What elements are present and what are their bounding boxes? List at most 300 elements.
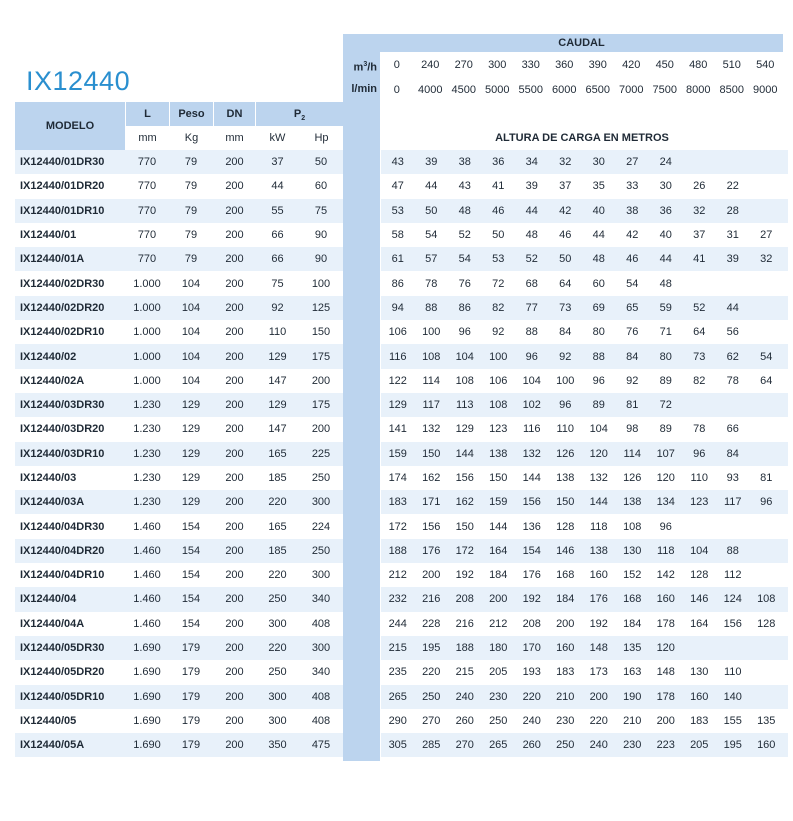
head-value-cell: 52	[525, 253, 538, 266]
table-row	[15, 466, 788, 490]
head-values	[381, 593, 788, 605]
head-values	[381, 399, 788, 411]
model-cell: IX12440/04A	[20, 617, 85, 630]
dn-cell: 200	[225, 229, 244, 242]
head-value-cell: 41	[492, 180, 505, 193]
table-row	[15, 271, 788, 295]
weight-cell: 79	[184, 180, 198, 193]
head-value-cell: 44	[525, 204, 538, 217]
head-value-cell: 96	[659, 520, 672, 533]
head-value-cell: 250	[489, 714, 508, 727]
head-value-cell: 80	[659, 350, 672, 363]
hp-cell: 60	[314, 180, 328, 193]
dn-cell: 200	[225, 617, 244, 630]
weight-cell: 104	[181, 326, 201, 339]
head-value-cell: 30	[659, 180, 672, 193]
table-row	[15, 587, 788, 611]
head-value-cell: 168	[556, 569, 575, 582]
length-cell: 1.000	[133, 277, 161, 290]
kw-cell: 37	[271, 156, 284, 169]
hp-cell: 250	[311, 544, 331, 557]
kw-cell: 66	[271, 253, 284, 266]
head-value-cell: 123	[690, 496, 709, 509]
flow-value: 480	[689, 58, 708, 71]
header-L: L	[126, 102, 169, 126]
head-value-cell: 156	[422, 520, 441, 533]
head-value-cell: 116	[388, 350, 407, 363]
head-values	[381, 496, 788, 508]
head-value-cell: 62	[726, 350, 739, 363]
kw-cell: 44	[271, 180, 284, 193]
head-values	[381, 642, 788, 654]
head-value-cell: 142	[656, 569, 675, 582]
flow-unit-lmin: l/min	[343, 78, 380, 101]
head-value-cell: 230	[489, 690, 508, 703]
head-value-cell: 96	[559, 399, 572, 412]
table-row	[15, 199, 788, 223]
head-value-cell: 48	[458, 204, 471, 217]
head-value-cell: 32	[693, 204, 706, 217]
model-cell: IX12440/02DR20	[20, 301, 105, 314]
model-cell: IX12440/03A	[20, 496, 85, 509]
kw-cell: 75	[271, 277, 284, 290]
head-value-cell: 132	[422, 423, 441, 436]
table-row	[15, 539, 788, 563]
head-value-cell: 102	[522, 399, 541, 412]
head-value-cell: 216	[422, 593, 441, 606]
head-value-cell: 39	[726, 253, 739, 266]
head-value-cell: 184	[556, 593, 575, 606]
flow-value: 330	[521, 58, 540, 71]
flow-value: 0	[393, 58, 400, 71]
head-value-cell: 50	[425, 204, 438, 217]
head-value-cell: 130	[623, 544, 642, 557]
length-cell: 770	[137, 253, 157, 266]
head-value-cell: 240	[455, 690, 474, 703]
head-value-cell: 39	[525, 180, 538, 193]
head-value-cell: 22	[726, 180, 739, 193]
head-value-cell: 144	[489, 520, 508, 533]
unit-hp: Hp	[300, 127, 343, 150]
head-value-cell: 215	[388, 642, 407, 655]
head-value-cell: 44	[726, 301, 739, 314]
head-value-cell: 156	[522, 496, 541, 509]
head-value-cell	[750, 399, 784, 411]
head-value-cell: 88	[726, 544, 739, 557]
head-value-cell: 250	[556, 739, 575, 752]
table-row	[15, 417, 788, 441]
kw-cell: 300	[268, 690, 287, 703]
head-value-cell: 42	[626, 229, 639, 242]
head-value-cell: 265	[489, 739, 508, 752]
model-cell: IX12440/01A	[20, 253, 85, 266]
head-value-cell: 193	[522, 666, 541, 679]
hp-cell: 408	[311, 714, 331, 727]
head-values	[381, 205, 788, 217]
hp-cell: 50	[314, 156, 328, 169]
dn-cell: 200	[225, 423, 244, 436]
dn-cell: 200	[225, 301, 244, 314]
head-value-cell: 73	[693, 350, 706, 363]
head-value-cell: 146	[690, 593, 709, 606]
head-value-cell: 135	[623, 642, 642, 655]
head-value-cell: 50	[559, 253, 572, 266]
head-value-cell	[750, 180, 784, 192]
head-value-cell: 144	[455, 447, 474, 460]
head-value-cell: 108	[757, 593, 776, 606]
head-value-cell: 208	[455, 593, 474, 606]
head-value-cell: 43	[458, 180, 471, 193]
head-value-cell: 232	[388, 593, 407, 606]
head-value-cell	[750, 302, 784, 314]
head-value-cell: 52	[458, 229, 471, 242]
kw-cell: 250	[268, 593, 287, 606]
dn-cell: 200	[225, 642, 244, 655]
head-value-cell: 73	[559, 301, 572, 314]
dn-cell: 200	[225, 690, 244, 703]
head-value-cell: 64	[760, 374, 773, 387]
head-value-cell: 108	[422, 350, 441, 363]
hp-cell: 175	[311, 350, 331, 363]
head-value-cell: 57	[425, 253, 438, 266]
head-value-cell: 170	[522, 642, 541, 655]
length-cell: 1.000	[133, 301, 161, 314]
head-values	[381, 180, 788, 192]
head-value-cell: 81	[760, 472, 773, 484]
length-cell: 770	[137, 156, 157, 169]
head-value-cell: 152	[623, 569, 642, 582]
head-value-cell: 178	[656, 617, 675, 630]
head-value-cell: 200	[589, 690, 608, 703]
head-value-cell: 41	[693, 253, 706, 266]
header-p2-sub: 2	[301, 115, 306, 123]
head-value-cell: 285	[422, 739, 441, 752]
head-value-cell: 220	[522, 690, 541, 703]
head-values	[381, 302, 788, 314]
table-row	[15, 636, 788, 660]
flow-value: 5500	[518, 83, 543, 96]
head-value-cell: 140	[723, 690, 742, 703]
head-value-cell: 162	[422, 472, 441, 484]
head-value-cell: 305	[388, 739, 407, 752]
kw-cell: 147	[268, 423, 287, 436]
head-value-cell	[750, 545, 784, 557]
head-value-cell: 84	[559, 326, 572, 339]
hp-cell: 408	[311, 617, 331, 630]
head-value-cell: 160	[656, 593, 675, 606]
head-value-cell: 130	[690, 666, 709, 679]
length-cell: 1.000	[133, 326, 161, 339]
head-value-cell: 27	[760, 229, 773, 242]
weight-cell: 154	[181, 617, 201, 630]
length-cell: 1.690	[133, 642, 161, 655]
head-value-cell	[683, 399, 717, 411]
head-value-cell: 36	[492, 156, 505, 169]
head-value-cell: 114	[623, 447, 642, 460]
length-cell: 1.690	[133, 690, 161, 703]
weight-cell: 179	[181, 642, 201, 655]
head-value-cell	[750, 691, 784, 703]
head-value-cell: 205	[690, 739, 709, 752]
head-value-cell: 172	[455, 544, 474, 557]
table-row	[15, 320, 788, 344]
head-value-cell: 32	[559, 156, 572, 169]
hp-cell: 408	[311, 690, 331, 703]
weight-cell: 129	[181, 423, 201, 436]
kw-cell: 147	[268, 374, 287, 387]
head-value-cell: 36	[659, 204, 672, 217]
head-value-cell: 35	[592, 180, 605, 193]
dn-cell: 200	[225, 520, 244, 533]
head-value-cell: 46	[492, 204, 505, 217]
head-value-cell: 159	[388, 447, 407, 460]
model-cell: IX12440/01DR10	[20, 204, 105, 217]
hp-cell: 300	[311, 496, 331, 509]
head-value-cell: 270	[455, 739, 474, 752]
head-value-cell: 240	[589, 739, 608, 752]
weight-cell: 79	[184, 229, 198, 242]
head-value-cell: 200	[556, 617, 575, 630]
hp-cell: 475	[311, 739, 331, 752]
dn-cell: 200	[225, 714, 244, 727]
head-value-cell: 160	[589, 569, 608, 582]
head-value-cell: 138	[556, 472, 575, 484]
head-values	[381, 326, 788, 338]
head-value-cell	[750, 666, 784, 678]
table-row	[15, 490, 788, 514]
header-dn: DN	[214, 102, 255, 126]
head-value-cell: 129	[455, 423, 474, 436]
head-value-cell: 100	[556, 374, 575, 387]
head-values	[381, 666, 788, 678]
table-row	[15, 344, 788, 368]
head-value-cell	[716, 521, 750, 533]
head-values	[381, 423, 788, 435]
weight-cell: 179	[181, 739, 201, 752]
hp-cell: 250	[311, 472, 331, 484]
head-value-cell: 100	[489, 350, 508, 363]
head-value-cell: 112	[723, 569, 742, 582]
table-row	[15, 733, 788, 757]
length-cell: 1.690	[133, 666, 161, 679]
table-row	[15, 223, 788, 247]
head-values	[381, 569, 788, 581]
dn-cell: 200	[225, 666, 244, 679]
head-value-cell: 47	[391, 180, 404, 193]
hp-cell: 200	[311, 423, 331, 436]
dn-cell: 200	[225, 350, 244, 363]
head-value-cell: 192	[522, 593, 541, 606]
head-value-cell: 24	[659, 156, 672, 169]
model-cell: IX12440/04DR20	[20, 544, 105, 557]
flow-value: 540	[756, 58, 775, 71]
flow-value: 6500	[585, 83, 610, 96]
head-value-cell	[716, 399, 750, 411]
weight-cell: 104	[181, 374, 201, 387]
head-value-cell: 56	[726, 326, 739, 339]
dn-cell: 200	[225, 277, 244, 290]
model-cell: IX12440/04DR10	[20, 569, 105, 582]
dn-cell: 200	[225, 374, 244, 387]
head-value-cell: 192	[589, 617, 608, 630]
head-value-cell: 230	[623, 739, 642, 752]
head-value-cell: 110	[556, 423, 575, 436]
head-value-cell: 138	[623, 496, 642, 509]
weight-cell: 154	[181, 569, 201, 582]
kw-cell: 220	[268, 642, 287, 655]
model-cell: IX12440/03DR20	[20, 423, 105, 436]
head-value-cell: 134	[656, 496, 675, 509]
unit-kw: kW	[256, 127, 299, 150]
hp-cell: 90	[314, 253, 328, 266]
length-cell: 1.690	[133, 739, 161, 752]
hp-cell: 300	[311, 569, 331, 582]
dn-cell: 200	[225, 204, 244, 217]
head-value-cell: 122	[388, 374, 407, 387]
hp-cell: 224	[311, 520, 331, 533]
hp-cell: 150	[311, 326, 331, 339]
table-row	[15, 369, 788, 393]
hp-cell: 340	[311, 666, 331, 679]
length-cell: 1.460	[133, 617, 161, 630]
head-value-cell: 188	[455, 642, 474, 655]
head-value-cell: 195	[422, 642, 441, 655]
flow-value: 510	[722, 58, 741, 71]
head-value-cell: 154	[522, 544, 541, 557]
head-value-cell: 104	[690, 544, 709, 557]
head-value-cell: 240	[522, 714, 541, 727]
dn-cell: 200	[225, 253, 244, 266]
head-value-cell: 128	[757, 617, 776, 630]
length-cell: 1.000	[133, 350, 161, 363]
table-row	[15, 709, 788, 733]
head-value-cell: 180	[489, 642, 508, 655]
head-value-cell: 88	[592, 350, 605, 363]
head-value-cell: 128	[690, 569, 709, 582]
head-value-cell: 215	[455, 666, 474, 679]
head-value-cell: 160	[690, 690, 709, 703]
table-row	[15, 563, 788, 587]
kw-cell: 220	[268, 569, 287, 582]
head-value-cell: 37	[559, 180, 572, 193]
head-value-cell: 270	[422, 714, 441, 727]
head-value-cell: 78	[693, 423, 706, 436]
head-value-cell: 39	[425, 156, 438, 169]
head-value-cell: 120	[656, 472, 675, 484]
head-value-cell: 89	[659, 374, 672, 387]
performance-table	[15, 150, 788, 757]
head-value-cell: 216	[455, 617, 474, 630]
head-value-cell: 110	[690, 472, 709, 484]
head-values	[381, 156, 788, 168]
head-value-cell: 72	[659, 399, 672, 412]
head-value-cell: 72	[492, 277, 505, 290]
weight-cell: 129	[181, 472, 201, 484]
head-value-cell: 171	[422, 496, 441, 509]
head-value-cell: 84	[626, 350, 639, 363]
head-values	[381, 448, 788, 460]
head-value-cell: 31	[726, 229, 739, 242]
kw-cell: 55	[271, 204, 284, 217]
head-value-cell	[750, 205, 784, 217]
dn-cell: 200	[225, 180, 244, 193]
flow-value: 300	[488, 58, 507, 71]
dn-cell: 200	[225, 156, 244, 169]
model-cell: IX12440/01DR30	[20, 156, 105, 169]
kw-cell: 300	[268, 617, 287, 630]
head-value-cell: 27	[626, 156, 639, 169]
model-cell: IX12440/01DR20	[20, 180, 105, 193]
head-value-cell: 126	[556, 447, 575, 460]
flow-row-lmin	[343, 78, 783, 101]
table-row	[15, 247, 788, 271]
model-cell: IX12440/04	[20, 593, 77, 606]
head-value-cell: 230	[556, 714, 575, 727]
model-cell: IX12440/03DR10	[20, 447, 105, 460]
head-value-cell: 66	[726, 423, 739, 436]
dn-cell: 200	[225, 593, 244, 606]
head-values	[381, 229, 788, 241]
table-row	[15, 393, 788, 417]
head-value-cell: 136	[522, 520, 541, 533]
head-value-cell: 184	[623, 617, 642, 630]
head-value-cell: 150	[455, 520, 474, 533]
head-value-cell: 160	[556, 642, 575, 655]
flow-value: 8500	[719, 83, 744, 96]
length-cell: 1.460	[133, 520, 161, 533]
head-value-cell: 54	[458, 253, 471, 266]
head-values	[381, 715, 788, 727]
head-value-cell	[750, 448, 784, 460]
head-value-cell: 69	[592, 301, 605, 314]
head-value-cell: 26	[693, 180, 706, 193]
head-value-cell	[683, 521, 717, 533]
table-row	[15, 442, 788, 466]
table-row	[15, 612, 788, 636]
head-value-cell: 58	[391, 229, 404, 242]
head-value-cell: 54	[425, 229, 438, 242]
head-value-cell: 141	[388, 423, 407, 436]
kw-cell: 300	[268, 714, 287, 727]
head-value-cell: 78	[726, 374, 739, 387]
table-row	[15, 174, 788, 198]
head-values	[381, 253, 788, 265]
flow-value: 5000	[485, 83, 510, 96]
flow-value: 390	[588, 58, 607, 71]
head-value-cell: 146	[556, 544, 575, 557]
head-value-cell: 96	[592, 374, 605, 387]
head-value-cell: 81	[626, 399, 639, 412]
head-value-cell: 164	[690, 617, 709, 630]
head-value-cell: 212	[388, 569, 407, 582]
head-value-cell: 86	[458, 301, 471, 314]
head-value-cell: 76	[626, 326, 639, 339]
head-value-cell: 135	[757, 714, 776, 727]
head-value-cell: 176	[522, 569, 541, 582]
flow-value: 0	[393, 83, 400, 96]
header-modelo: MODELO	[15, 102, 125, 150]
head-value-cell: 150	[489, 472, 508, 484]
header-peso: Peso	[170, 102, 213, 126]
head-value-cell: 144	[522, 472, 541, 484]
head-value-cell: 120	[589, 447, 608, 460]
head-value-cell: 183	[556, 666, 575, 679]
hp-cell: 300	[311, 642, 331, 655]
head-value-cell: 48	[592, 253, 605, 266]
head-value-cell: 96	[760, 496, 773, 509]
head-value-cell: 38	[458, 156, 471, 169]
head-value-cell: 50	[492, 229, 505, 242]
